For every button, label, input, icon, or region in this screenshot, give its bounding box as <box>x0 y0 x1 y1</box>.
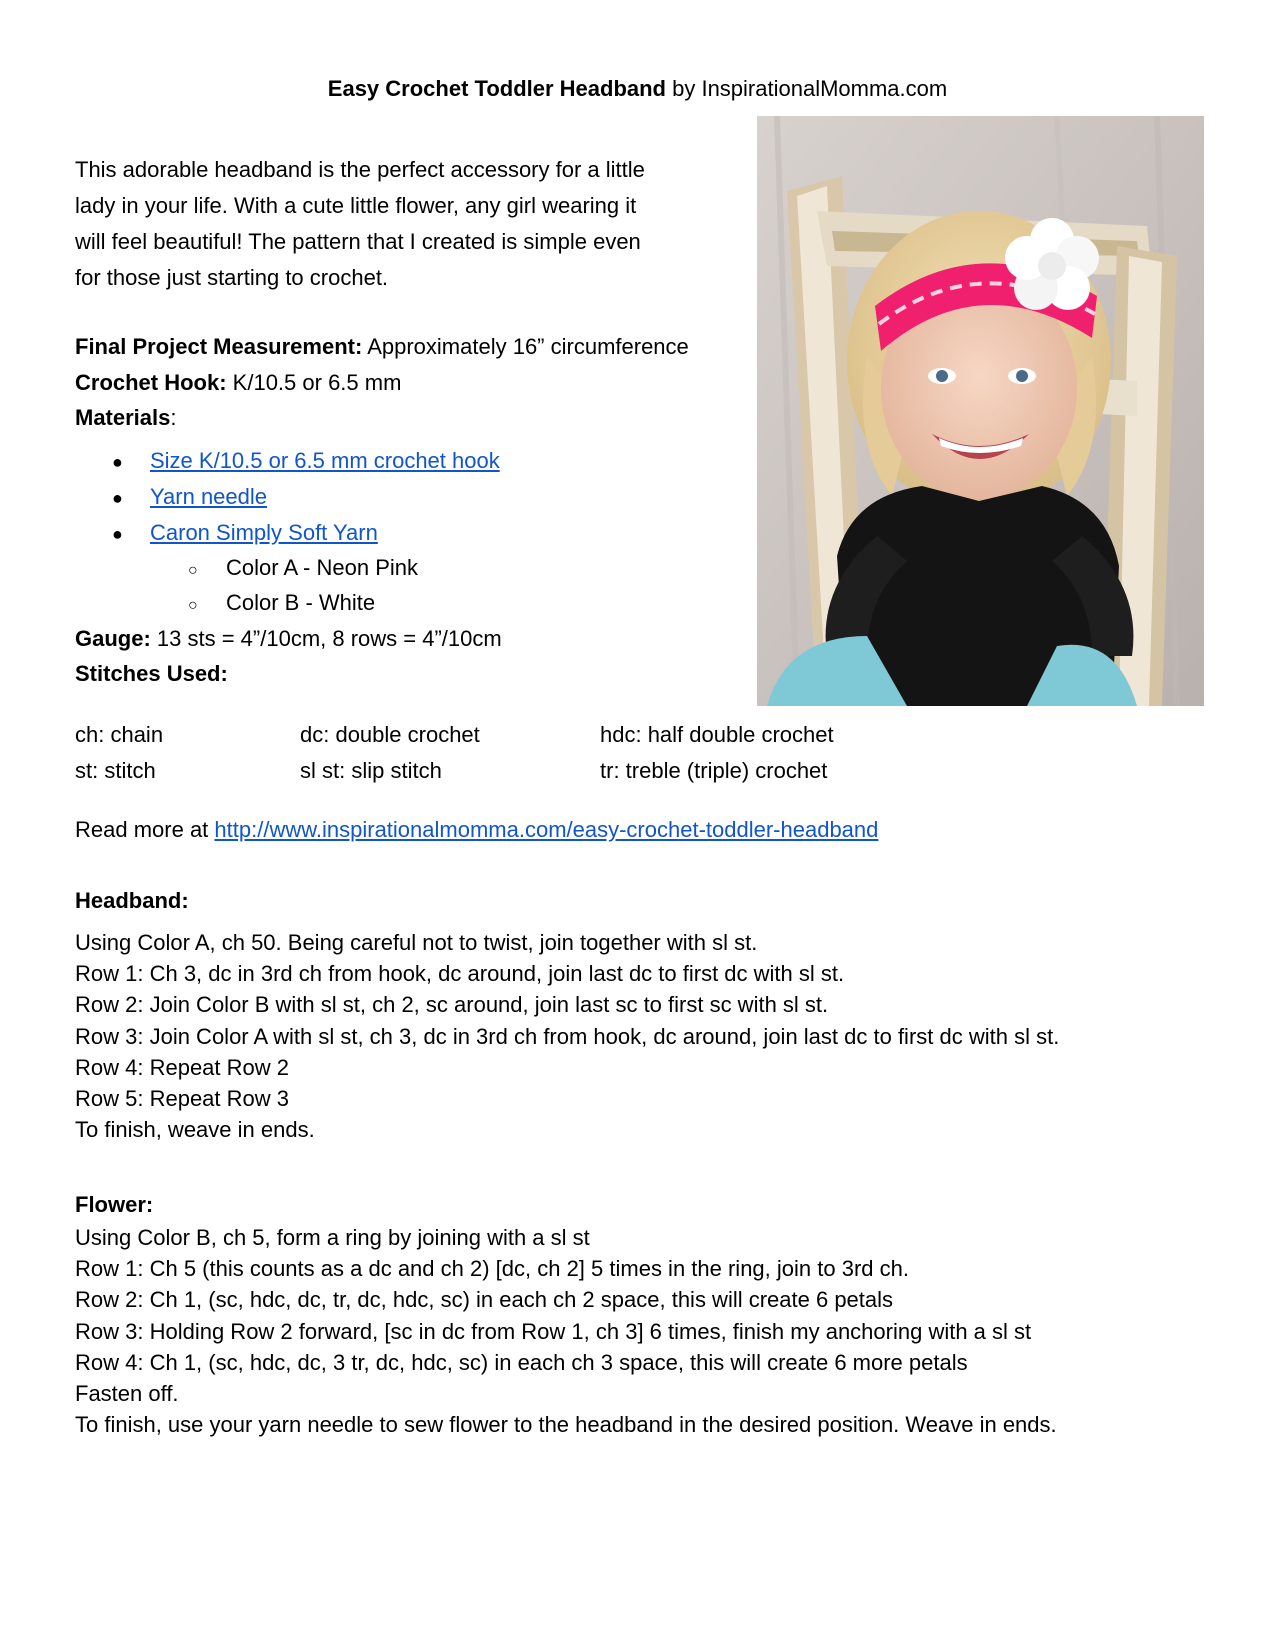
toddler-photo <box>757 116 1204 706</box>
read-more-link[interactable]: http://www.inspirationalmomma.com/easy-crochet-toddler-headband <box>214 817 879 842</box>
color-a: Color A - Neon Pink <box>226 555 418 580</box>
title-rest: by InspirationalMomma.com <box>666 76 948 101</box>
stitch-cell: ch: chain <box>75 722 164 747</box>
instruction-line: Using Color B, ch 5, form a ring by joining with a sl st <box>75 1225 590 1250</box>
headband-instructions <box>75 927 1225 1145</box>
stitch-cell: tr: treble (triple) crochet <box>600 758 828 783</box>
headband-heading <box>75 886 189 916</box>
read-more-prefix: Read more at <box>75 817 215 842</box>
materials-item <box>112 518 378 549</box>
instruction-line: To finish, weave in ends. <box>75 1117 315 1143</box>
flower-heading-text: Flower: <box>75 1192 154 1217</box>
instruction-line: Row 2: Ch 1, (sc, hdc, dc, tr, dc, hdc, sc) in each ch 2 space, this will create 6 petals <box>75 1287 894 1313</box>
stitch-cell: hdc: half double crochet <box>600 722 834 747</box>
instruction-line: To finish, use your yarn needle to sew flower to the headband in the desired position. Weave in ends. <box>75 1412 1057 1438</box>
page-title <box>0 74 1275 104</box>
hook-line <box>75 368 401 398</box>
intro-line: will feel beautiful! The pattern that I created is simple even <box>75 229 641 254</box>
measurement-value: Approximately 16” circumference <box>362 334 689 359</box>
stitch-cell: st: stitch <box>75 758 156 783</box>
intro-line: This adorable headband is the perfect accessory for a little <box>75 157 645 182</box>
color-item <box>188 553 418 586</box>
title-bold: Easy Crochet Toddler Headband <box>327 76 666 101</box>
measurement-label: Final Project Measurement: <box>75 334 363 359</box>
stitches-heading <box>75 659 228 689</box>
hook-label: Crochet Hook: <box>75 370 227 395</box>
circle-bullet-icon: ○ <box>188 562 198 579</box>
materials-label: Materials <box>75 405 171 430</box>
stitches-label: Stitches Used: <box>75 661 228 686</box>
instruction-line: Using Color A, ch 50. Being careful not to twist, join together with sl st. <box>75 930 758 955</box>
read-more-line <box>75 815 878 845</box>
instruction-line: Fasten off. <box>75 1381 179 1407</box>
instruction-line: Row 2: Join Color B with sl st, ch 2, sc around, join last sc to first sc with sl st. <box>75 992 829 1018</box>
material-link-yarn[interactable]: Caron Simply Soft Yarn <box>150 520 378 545</box>
instruction-line: Row 4: Ch 1, (sc, hdc, dc, 3 tr, dc, hdc, sc) in each ch 3 space, this will create 6 more petals <box>75 1349 968 1375</box>
material-link-hook[interactable]: Size K/10.5 or 6.5 mm crochet hook <box>150 448 500 473</box>
color-b: Color B - White <box>226 590 376 615</box>
materials-line <box>75 403 177 433</box>
stitch-cell: dc: double crochet <box>300 722 480 747</box>
bullet-icon: ● <box>112 524 123 544</box>
intro-line: for those just starting to crochet. <box>75 265 389 290</box>
headband-heading-text: Headband: <box>75 888 189 913</box>
materials-item <box>112 446 500 477</box>
gauge-label: Gauge: <box>75 626 151 651</box>
stitches-table <box>75 720 975 786</box>
gauge-line <box>75 624 502 654</box>
stitch-cell: sl st: slip stitch <box>300 758 442 783</box>
flower-heading <box>75 1190 153 1220</box>
color-item <box>188 588 375 621</box>
instruction-line: Row 1: Ch 3, dc in 3rd ch from hook, dc around, join last dc to first dc with sl st. <box>75 961 845 987</box>
bullet-icon: ● <box>112 452 123 472</box>
intro-paragraph <box>75 152 695 296</box>
instruction-line: Row 1: Ch 5 (this counts as a dc and ch 2) [dc, ch 2] 5 times in the ring, join to 3rd ch. <box>75 1256 909 1282</box>
hook-value: K/10.5 or 6.5 mm <box>226 370 402 395</box>
intro-line: lady in your life. With a cute little flower, any girl wearing it <box>75 193 637 218</box>
bullet-icon: ● <box>112 488 123 508</box>
materials-item <box>112 482 267 513</box>
instruction-line: Row 5: Repeat Row 3 <box>75 1086 289 1112</box>
instruction-line: Row 3: Holding Row 2 forward, [sc in dc from Row 1, ch 3] 6 times, finish my anchoring with a sl st <box>75 1318 1032 1344</box>
instruction-line: Row 3: Join Color A with sl st, ch 3, dc in 3rd ch from hook, dc around, join last dc to first dc with sl st. <box>75 1023 1060 1049</box>
gauge-value: 13 sts = 4”/10cm, 8 rows = 4”/10cm <box>150 626 502 651</box>
materials-colon: : <box>170 405 177 430</box>
material-link-needle[interactable]: Yarn needle <box>150 484 268 509</box>
flower-instructions <box>75 1222 1225 1440</box>
instruction-line: Row 4: Repeat Row 2 <box>75 1054 289 1080</box>
measurement-line <box>75 332 689 362</box>
circle-bullet-icon: ○ <box>188 597 198 614</box>
